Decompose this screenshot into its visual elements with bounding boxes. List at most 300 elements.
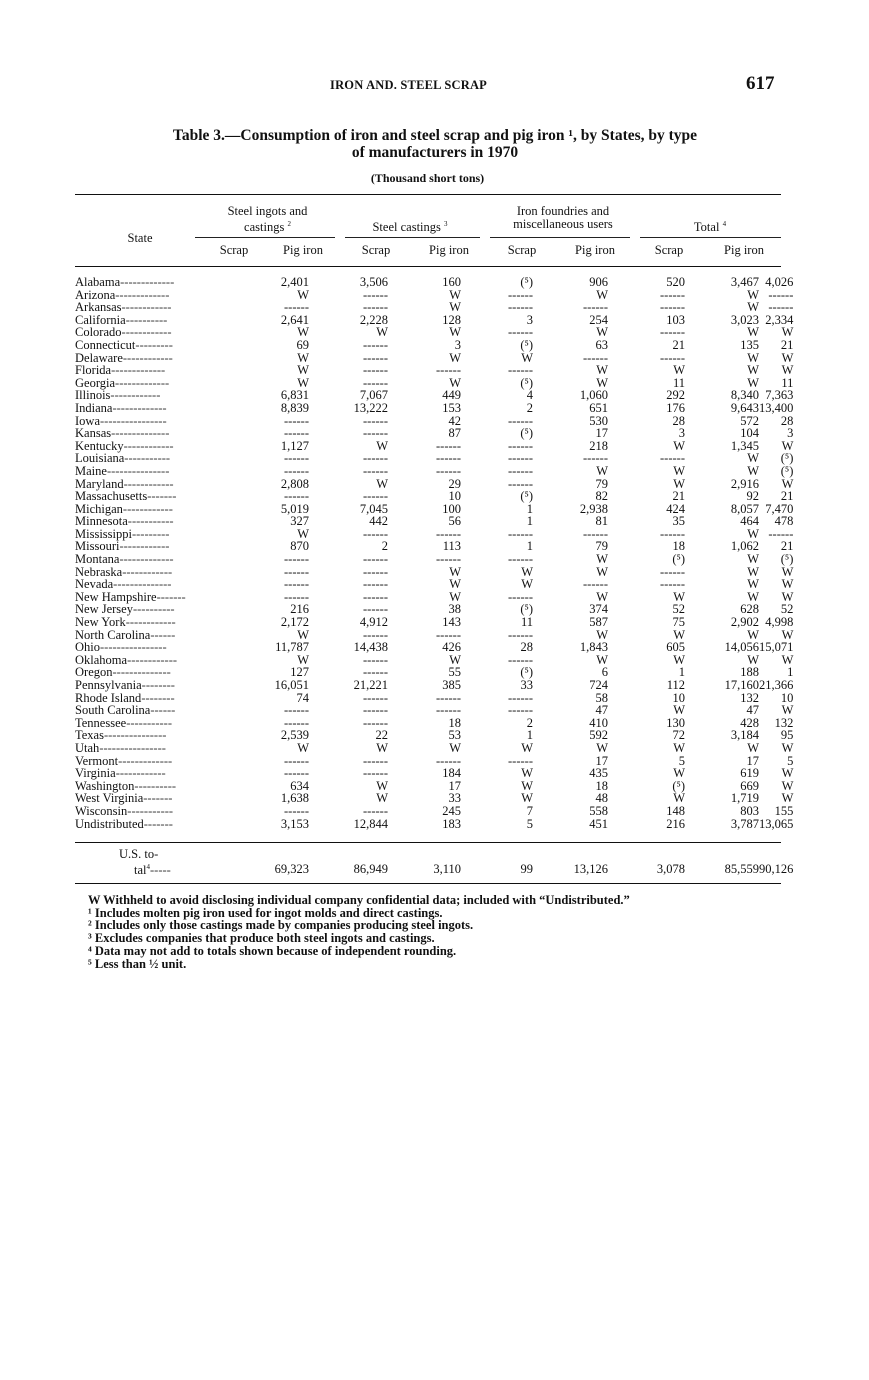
state-label: Alabama [75, 275, 121, 289]
table-cell: ------ [508, 690, 533, 705]
table-cell: ------ [436, 703, 461, 718]
state-label: Missouri [75, 539, 120, 554]
table-cell: 651 [589, 400, 608, 415]
table-cell: ------ [508, 753, 533, 768]
table-cell: ------ [508, 526, 533, 541]
table-row [75, 503, 793, 516]
table-cell: W [521, 791, 533, 806]
table-cell: W [673, 740, 685, 755]
state-label: Massachusetts [75, 489, 148, 504]
table-row [75, 540, 793, 553]
table-cell: 1,843 [579, 640, 608, 655]
table-cell: 176 [666, 400, 685, 415]
table-cell: W [596, 463, 608, 478]
table-cell: 3 [787, 426, 794, 441]
table-cell: 5 [678, 753, 685, 768]
table-cell: 3 [454, 337, 461, 352]
state-label: California [75, 312, 126, 327]
table-cell: (⁵) [520, 375, 533, 390]
table-cell: W [297, 350, 309, 365]
table-cell: 3 [678, 426, 685, 441]
table-cell: ------ [363, 602, 388, 617]
table-cell: W [449, 300, 461, 315]
table-cell: ------ [284, 300, 309, 315]
table-cell: 6,831 [280, 388, 309, 403]
table-row [75, 402, 793, 415]
table-cell: ------ [284, 589, 309, 604]
subheader-pig-iron: Pig iron [724, 243, 764, 257]
table-cell: 104 [740, 426, 759, 441]
table-cell: W [376, 791, 388, 806]
group-rule [640, 237, 781, 238]
leader-dots: ---------------- [100, 413, 167, 428]
leader-dots: ----------- [124, 451, 171, 466]
table-row [75, 692, 793, 705]
table-cell: 21 [780, 539, 794, 554]
table-cell: 1 [787, 665, 794, 680]
state-label: Michigan [75, 501, 123, 516]
table-cell: 2,938 [579, 501, 608, 516]
subheader-scrap: Scrap [507, 243, 537, 257]
state-label: New Hampshire [75, 589, 157, 604]
table-cell: 5 [526, 816, 533, 831]
table-cell: ------ [363, 690, 388, 705]
table-cell: 2,641 [280, 312, 309, 327]
table-cell: 29 [448, 476, 461, 491]
table-cell: ------ [363, 413, 388, 428]
table-cell: W [596, 552, 608, 567]
table-cell: 619 [740, 766, 759, 781]
table-cell: ------ [363, 627, 388, 642]
table-cell: W [747, 300, 759, 315]
table-cell: ------ [436, 526, 461, 541]
table-cell: 58 [595, 690, 608, 705]
table-row [75, 515, 793, 528]
table-cell: ------ [583, 300, 608, 315]
table-cell: ------ [508, 325, 533, 340]
total-label-line1: U.S. to- [119, 847, 159, 861]
table-cell: ------ [583, 577, 608, 592]
table-cell: 4,912 [359, 615, 388, 630]
table-cell: ------ [768, 300, 794, 315]
total-value: 3,078 [656, 862, 685, 877]
state-label: South Carolina [75, 703, 151, 718]
total-value: 13,126 [573, 862, 608, 877]
leader-dots: --------- [131, 526, 170, 541]
table-cell: ------ [284, 715, 309, 730]
footnote-4: ⁴ Data may not add to totals shown because of independent rounding. [88, 943, 457, 958]
table-cell: 17 [746, 753, 759, 768]
table-cell: ------ [284, 552, 309, 567]
table-cell: 1,638 [280, 791, 309, 806]
leader-dots: ----------- [126, 715, 172, 730]
table-cell: (⁵) [780, 463, 794, 478]
leader-dots: ------------- [120, 275, 175, 289]
table-cell: 18 [672, 539, 685, 554]
table-cell: ------ [660, 287, 685, 302]
table-cell: 8,839 [280, 400, 309, 415]
table-cell: 17 [595, 753, 608, 768]
table-cell: 127 [290, 665, 309, 680]
leader-dots: ------------- [118, 753, 173, 768]
state-label: Kansas [75, 426, 112, 441]
table-cell: ------ [363, 463, 388, 478]
table-cell: 442 [369, 514, 388, 529]
table-cell: W [781, 766, 794, 781]
table-cell: ------ [363, 665, 388, 680]
table-cell: (⁵) [672, 778, 685, 793]
table-cell: W [376, 778, 388, 793]
table-cell: W [673, 363, 685, 378]
table-cell: 69 [296, 337, 309, 352]
table-cell: 1,127 [280, 438, 309, 453]
table-cell: 183 [442, 816, 461, 831]
table-cell: 143 [442, 615, 461, 630]
table-cell: 216 [290, 602, 309, 617]
leader-dots: -------------- [113, 577, 172, 592]
leader-dots: ------------ [115, 766, 166, 781]
table-cell: W [596, 627, 608, 642]
table-cell: 15,071 [759, 640, 794, 655]
state-label: Florida [75, 363, 112, 378]
table-cell: W [376, 325, 388, 340]
table-cell: 870 [290, 539, 309, 554]
table-row [75, 629, 793, 642]
table-cell: 132 [774, 715, 794, 730]
table-cell: W [521, 766, 533, 781]
header-steel-castings [345, 218, 475, 234]
header-state: State [127, 231, 153, 245]
table-cell: W [521, 577, 533, 592]
table-cell: ------ [508, 300, 533, 315]
table-cell: W [673, 766, 685, 781]
total-top-rule [75, 842, 781, 843]
table-row [75, 427, 793, 440]
table-cell: ------ [660, 350, 685, 365]
table-cell: 9,643 [730, 400, 759, 415]
state-label: Oregon [75, 665, 113, 680]
table-cell: W [673, 703, 685, 718]
table-cell: W [596, 589, 608, 604]
table-cell: ------ [363, 363, 388, 378]
table-cell: 4,998 [765, 615, 794, 630]
table-cell: 48 [595, 791, 608, 806]
table-cell: ------ [508, 552, 533, 567]
table-row [75, 591, 793, 604]
table-cell: W [297, 652, 309, 667]
table-cell: 128 [442, 312, 461, 327]
state-label: Mississippi [75, 526, 132, 541]
page-number: 617 [746, 73, 775, 94]
table-cell: W [297, 526, 309, 541]
table-row [75, 352, 793, 365]
table-cell: ------ [363, 715, 388, 730]
table-row [75, 289, 793, 302]
footnote-w: W Withheld to avoid disclosing individual company confidential data; included with “Undistributed.” [88, 893, 630, 907]
table-cell: 74 [296, 690, 309, 705]
table-cell: (⁵) [520, 426, 533, 441]
table-cell: 216 [666, 816, 685, 831]
table-cell: W [747, 526, 759, 541]
table-cell: 558 [589, 803, 608, 818]
leader-dots: ------------ [123, 476, 174, 491]
state-label: Oklahoma [75, 652, 128, 667]
state-label: Pennsylvania [75, 678, 142, 692]
table-cell: ------ [660, 451, 685, 466]
table-cell: 8,057 [730, 501, 759, 516]
table-cell: 75 [672, 615, 685, 630]
table-cell: ------ [660, 526, 685, 541]
table-cell: 572 [740, 413, 759, 428]
table-cell: ------ [284, 564, 309, 579]
leader-dots: ------------- [119, 552, 174, 567]
leader-dots: -------- [141, 690, 175, 705]
leader-dots: ----------- [127, 803, 174, 818]
table-cell: 451 [589, 816, 608, 831]
table-cell: 2 [381, 539, 388, 554]
table-cell: 478 [774, 514, 794, 529]
table-row [75, 326, 793, 339]
table-cell: 17 [448, 778, 461, 793]
table-cell: 4,026 [765, 275, 794, 289]
table-cell: 1,719 [730, 791, 759, 806]
table-cell: W [747, 740, 759, 755]
table-cell: ------ [583, 526, 608, 541]
state-label: Tennessee [75, 715, 127, 730]
leader-dots: ------------ [127, 652, 178, 667]
table-cell: 52 [780, 602, 794, 617]
table-row [75, 452, 793, 465]
table-cell: 3,153 [280, 816, 309, 831]
table-cell: 155 [774, 803, 794, 818]
leader-dots: ------------ [110, 388, 161, 403]
table-row [75, 478, 793, 491]
table-cell: W [521, 564, 533, 579]
table-cell: W [747, 287, 759, 302]
table-cell: 669 [740, 778, 759, 793]
running-title: IRON AND. STEEL SCRAP [330, 78, 488, 92]
leader-dots: ------- [143, 791, 173, 806]
table-cell: 21,221 [353, 678, 388, 692]
state-label: New Jersey [75, 602, 133, 617]
table-cell: 8,340 [730, 388, 759, 403]
state-label: New York [75, 615, 126, 630]
table-cell: 79 [595, 539, 608, 554]
table-row [75, 780, 793, 793]
state-label: Nebraska [75, 564, 123, 579]
table-cell: ------ [363, 803, 388, 818]
leader-dots: ------ [150, 703, 176, 718]
table-cell: 87 [448, 426, 461, 441]
table-cell: 42 [448, 413, 461, 428]
table-cell: W [596, 363, 608, 378]
table-cell: 47 [746, 703, 759, 718]
table-cell: 2,902 [730, 615, 759, 630]
table-cell: ------ [508, 589, 533, 604]
table-cell: 724 [589, 678, 608, 692]
table-cell: 21,366 [759, 678, 794, 692]
header-steel-ingots-line2 [205, 218, 330, 234]
subheader-scrap: Scrap [219, 243, 249, 257]
table-cell: W [297, 287, 309, 302]
table-cell: 10 [672, 690, 685, 705]
footnote-ref: 4 [146, 863, 150, 871]
table-cell: ------ [436, 363, 461, 378]
table-cell: W [596, 740, 608, 755]
footnote-ref: 4 [722, 220, 727, 228]
state-label: North Carolina [75, 627, 151, 642]
state-label: Texas [75, 728, 104, 743]
table-cell: W [747, 552, 759, 567]
table-cell: (⁵) [780, 552, 794, 567]
table-cell: 2,334 [765, 312, 794, 327]
state-label: Arizona [75, 287, 116, 302]
table-cell: W [596, 564, 608, 579]
table-cell: 135 [740, 337, 759, 352]
table-cell: 28 [672, 413, 685, 428]
table-cell: 1,062 [730, 539, 759, 554]
footnote-1: ¹ Includes molten pig iron used for ingot molds and direct castings. [88, 905, 443, 920]
state-label: Georgia [75, 375, 116, 390]
header-iron-foundries [488, 205, 638, 231]
table-title-line2: of manufacturers in 1970 [351, 144, 519, 161]
table-cell: W [449, 287, 461, 302]
table-cell: 464 [740, 514, 759, 529]
table-cell: ------ [363, 577, 388, 592]
table-row [75, 679, 793, 692]
table-cell: 530 [589, 413, 608, 428]
table-cell: ------ [508, 363, 533, 378]
table-cell: W [673, 438, 685, 453]
subheader-scrap: Scrap [361, 243, 391, 257]
footnote-5: ⁵ Less than ½ unit. [88, 956, 187, 971]
table-cell: W [747, 564, 759, 579]
table-cell: 63 [595, 337, 608, 352]
table-row [75, 276, 793, 289]
table-cell: W [781, 438, 794, 453]
table-row [75, 553, 793, 566]
table-body [75, 276, 793, 830]
table-row [75, 704, 793, 717]
table-cell: 28 [520, 640, 533, 655]
state-label: Minnesota [75, 514, 128, 529]
table-cell: 33 [520, 678, 533, 692]
header-bottom-rule [75, 266, 781, 267]
table-cell: 605 [666, 640, 685, 655]
table-cell: W [747, 451, 759, 466]
state-label: Maryland [75, 476, 124, 491]
total-label [75, 848, 205, 877]
table-cell: 520 [666, 275, 685, 289]
leader-dots: ----------- [127, 514, 174, 529]
leader-dots: ------------ [119, 539, 170, 554]
table-cell: 1 [526, 728, 533, 743]
table-cell: ------ [363, 552, 388, 567]
table-cell: W [781, 703, 794, 718]
state-label: Kentucky [75, 438, 124, 453]
table-cell: 426 [442, 640, 461, 655]
table-row [75, 364, 793, 377]
total-value: 85,559 [724, 862, 759, 877]
state-label: Wisconsin [75, 803, 128, 818]
table-cell: 35 [672, 514, 685, 529]
table-cell: 33 [448, 791, 461, 806]
table-units: (Thousand short tons) [370, 171, 485, 185]
leader-dots: ---------- [125, 312, 168, 327]
table-cell: 4 [526, 388, 533, 403]
table-cell: 3,787 [730, 816, 759, 831]
table-cell: 18 [595, 778, 608, 793]
table-cell: 7,045 [359, 501, 388, 516]
total-label-line2 [75, 861, 205, 877]
table-row [75, 465, 793, 478]
table-cell: W [781, 791, 794, 806]
table-cell: ------ [363, 451, 388, 466]
table-cell: 103 [666, 312, 685, 327]
leader-dots: ------------ [122, 350, 173, 365]
state-label: Rhode Island [75, 690, 142, 705]
header-steel-ingots-line1: Steel ingots and [227, 204, 308, 218]
header-total [640, 218, 780, 234]
table-cell: 10 [448, 489, 461, 504]
table-cell: W [747, 589, 759, 604]
table-cell: 327 [290, 514, 309, 529]
table-cell: W [747, 363, 759, 378]
table-cell: W [596, 325, 608, 340]
table-cell: W [596, 652, 608, 667]
state-label: Arkansas [75, 300, 122, 315]
table-cell: 92 [746, 489, 759, 504]
table-cell: ------ [284, 489, 309, 504]
state-label: Colorado [75, 325, 122, 340]
table-cell: ------ [508, 413, 533, 428]
data-table [75, 276, 793, 830]
table-row [75, 792, 793, 805]
state-label: Iowa [75, 413, 100, 428]
table-row [75, 666, 793, 679]
table-cell: 292 [666, 388, 685, 403]
table-cell: ------ [284, 463, 309, 478]
state-label: Maine [75, 463, 107, 478]
leader-dots: ------------ [121, 325, 172, 340]
table-cell: 2,808 [280, 476, 309, 491]
leader-dots: --------------- [106, 463, 170, 478]
table-cell: W [596, 287, 608, 302]
table-cell: ------ [363, 766, 388, 781]
table-cell: W [781, 564, 794, 579]
table-cell: 11 [520, 615, 533, 630]
table-cell: (⁵) [520, 665, 533, 680]
table-cell: 592 [589, 728, 608, 743]
table-cell: W [449, 564, 461, 579]
table-cell: 2,228 [359, 312, 388, 327]
table-row [75, 566, 793, 579]
table-cell: ------ [363, 526, 388, 541]
leader-dots: ------ [150, 627, 176, 642]
table-cell: ------ [508, 627, 533, 642]
table-cell: ------ [436, 690, 461, 705]
table-cell: 13,065 [759, 816, 794, 831]
table-cell: W [747, 375, 759, 390]
table-cell: 449 [442, 388, 461, 403]
header-steel-castings-text: Steel castings [372, 220, 441, 235]
table-cell: 374 [589, 602, 608, 617]
table-cell: W [781, 577, 794, 592]
table-cell: W [449, 652, 461, 667]
table-cell: 38 [448, 602, 461, 617]
group-rule [195, 237, 335, 238]
table-row [75, 301, 793, 314]
